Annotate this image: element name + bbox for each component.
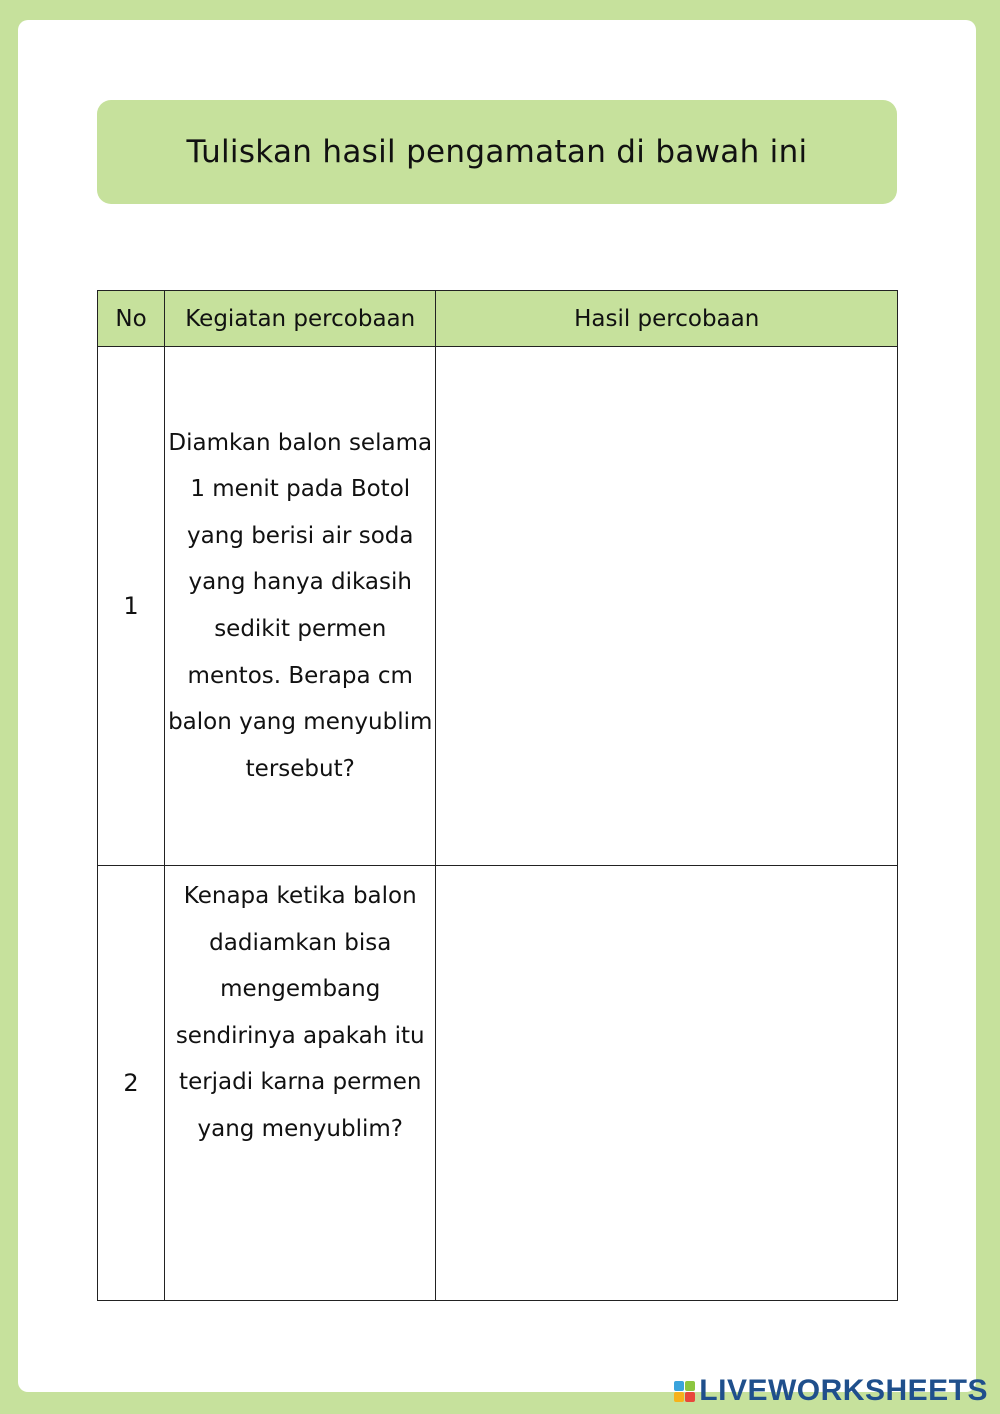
table-header-row (98, 291, 898, 347)
liveworksheets-logo-icon (674, 1381, 695, 1402)
header-no: No (98, 291, 165, 347)
brand-name: LIVEWORKSHEETS (699, 1374, 988, 1407)
logo-tile (674, 1381, 684, 1391)
row-number: 2 (98, 866, 165, 1301)
title-banner (97, 100, 897, 204)
header-activity: Kegiatan percobaan (165, 291, 436, 347)
activity-text: Kenapa ketika balon dadiamkan bisa mengembang sendirinya apakah itu terjadi karna permen yang menyublim? (165, 866, 436, 1301)
table-row (98, 866, 898, 1301)
observation-table (97, 290, 898, 1301)
result-answer-field[interactable] (436, 866, 898, 1301)
logo-tile (674, 1392, 684, 1402)
liveworksheets-brand (674, 1374, 988, 1408)
logo-tile (685, 1392, 695, 1402)
header-result: Hasil percobaan (436, 291, 898, 347)
result-answer-field[interactable] (436, 347, 898, 866)
table-row (98, 347, 898, 866)
activity-text: Diamkan balon selama 1 menit pada Botol yang berisi air soda yang hanya dikasih sedikit permen mentos. Berapa cm balon yang menyublim tersebut? (165, 347, 436, 866)
logo-tile (685, 1381, 695, 1391)
page-title: Tuliskan hasil pengamatan di bawah ini (186, 134, 808, 170)
row-number: 1 (98, 347, 165, 866)
